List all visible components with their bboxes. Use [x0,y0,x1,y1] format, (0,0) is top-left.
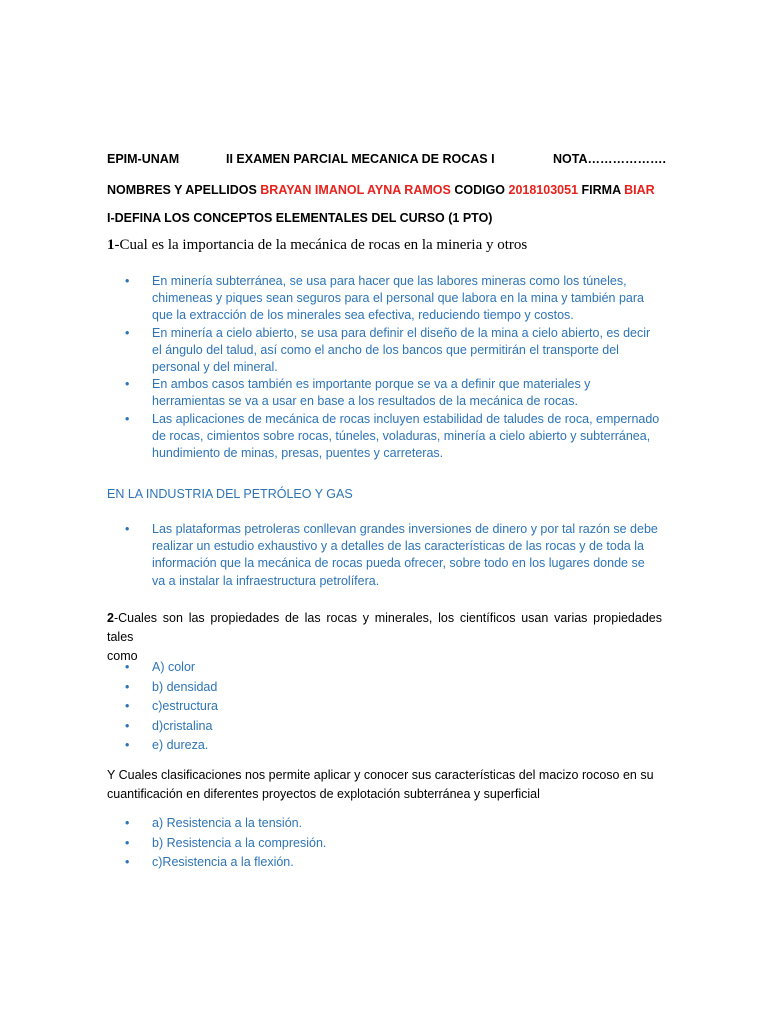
list-item: • d)cristalina [125,717,218,737]
question-2: 2-Cuales son las propiedades de las rocas y minerales, los científicos usan varias propiedades tales como [107,611,662,663]
question-2-answers [125,658,218,756]
bullet-icon: • [125,274,130,288]
list-item: • b) densidad [125,678,218,698]
exam-header [0,151,768,168]
bullet-icon: • [125,679,130,694]
bullet-icon: • [125,699,130,714]
signature-label: FIRMA [581,183,621,197]
question-2-number: 2 [107,611,114,625]
bullet-icon: • [125,718,130,733]
bullet-icon: • [125,377,130,392]
student-code: 2018103051 [508,183,579,197]
list-item: • b) Resistencia a la compresión. [125,834,326,854]
list-item: • Las plataformas petroleras conllevan grandes inversiones de dinero y por tal razón se debe realizar un estudio exhaustivo y a detalles de las características de las rocas y de toda la información que la mecánica de rocas pueda ofrecer, sobre todo en los lugares donde se va a instalar la infraestructura petrolífera. [125,522,658,588]
question-1-answers [125,273,659,462]
bullet-icon: • [125,325,130,340]
student-name: BRAYAN IMANOL AYNA RAMOS [260,183,451,197]
bullet-icon: • [125,835,130,850]
list-item: • c)Resistencia a la flexión. [125,853,326,873]
list-item: • En minería subterránea, se usa para hacer que las labores mineras como los túneles, chimeneas y piques sean seguros para el personal que labora en la mina y también para que la extracción de los minerales sea efectiva, reduciendo tiempo y costos. [125,274,644,323]
grade-field: NOTA………………. [553,152,666,166]
list-item: • c)estructura [125,697,218,717]
list-item: • En ambos casos también es importante porque se va a definir que materiales y herramientas se va a usar en base a los resultados de la mecánica de rocas. [125,377,591,409]
list-item: • a) Resistencia a la tensión. [125,814,326,834]
bullet-icon: • [125,660,130,674]
section-title: I-DEFINA LOS CONCEPTOS ELEMENTALES DEL CURSO (1 PTO) [107,211,493,225]
list-item: • Las aplicaciones de mecánica de rocas incluyen estabilidad de taludes de roca, empernado de rocas, cimientos sobre rocas, túneles, voladuras, minería a cielo abierto y subterránea, hundimiento de minas, presas, puentes y carreteras. [125,411,660,461]
question-3: Y Cuales clasificaciones nos permite aplicar y conocer sus características del macizo rocoso en su cuantificación en diferentes proyectos de explotación subterránea y superficial [107,768,654,801]
question-3-answers [125,814,326,873]
code-label: CODIGO [454,183,506,197]
bullet-icon: • [125,855,130,870]
list-item: • En minería a cielo abierto, se usa para definir el diseño de la mina a cielo abierto, es decir el ángulo del talud, así como el ancho de los bancos que permitirán el transporte del personal y del mineral. [125,325,651,375]
question-1 [107,237,527,254]
list-item: • e) dureza. [125,736,218,756]
bullet-icon: • [125,411,130,426]
list-item: • A) color [125,658,218,678]
names-label: NOMBRES Y APELLIDOS [107,183,257,197]
bullet-icon: • [125,738,130,753]
question-1-text: -Cual es la importancia de la mecánica de rocas en la mineria y otros [114,237,528,253]
student-info [107,182,655,199]
exam-title: II EXAMEN PARCIAL MECANICA DE ROCAS I [226,152,495,166]
institution-name: EPIM-UNAM [107,152,180,166]
petroleum-answers [125,521,658,590]
student-signature: BIAR [624,183,655,197]
bullet-icon: • [125,522,130,536]
petroleum-heading: EN LA INDUSTRIA DEL PETRÓLEO Y GAS [107,487,353,501]
bullet-icon: • [125,816,130,830]
question-1-number: 1 [107,237,115,253]
